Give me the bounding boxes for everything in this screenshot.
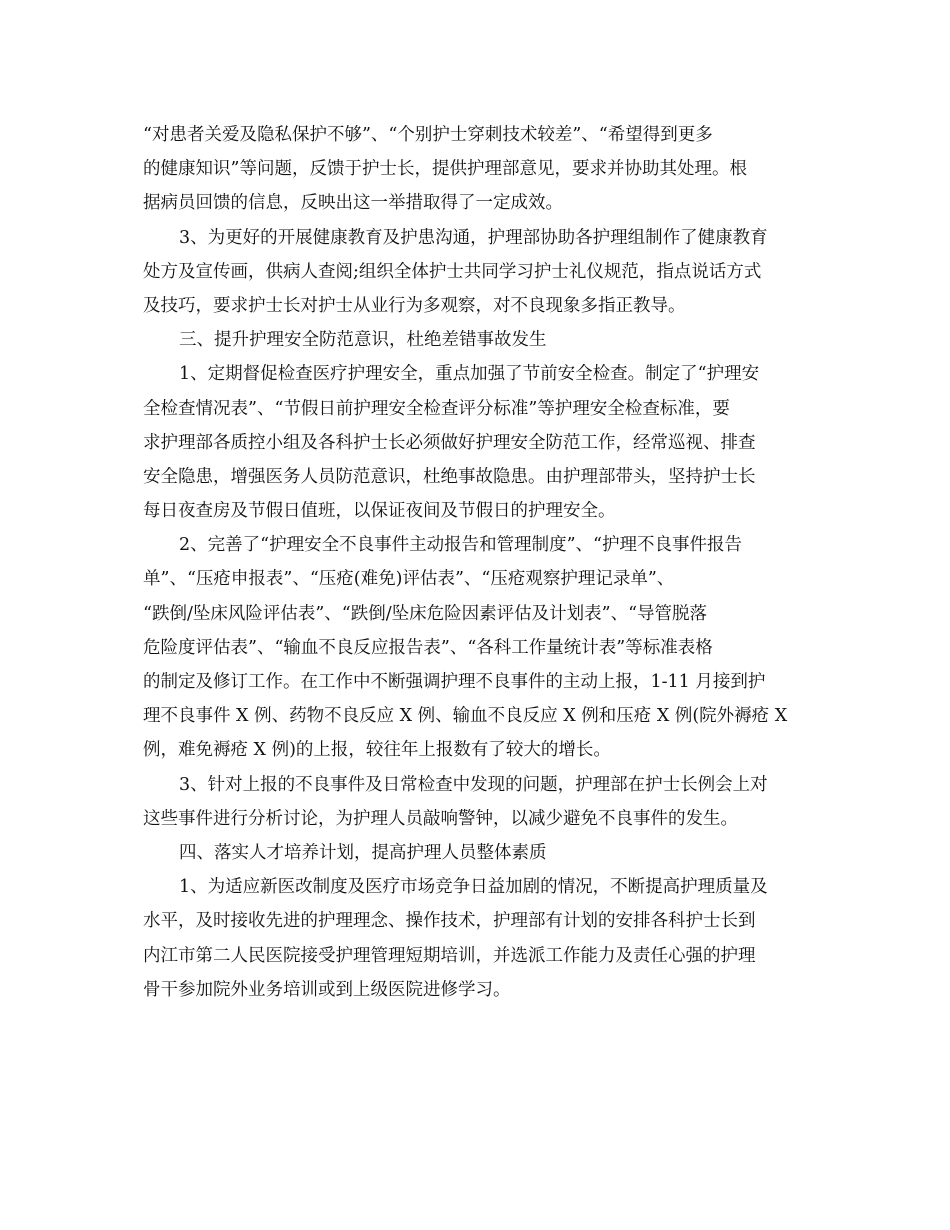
- text-line: 处方及宣传画，供病人查阅;组织全体护士共同学习护士礼仪规范，指点说话方式: [143, 261, 762, 282]
- paragraph-start-line: 1、为适应新医改制度及医疗市场竞争日益加剧的情况，不断提高护理质量及: [179, 877, 768, 898]
- paragraph-start-line: 3、针对上报的不良事件及日常检查中发现的问题，护理部在护士长例会上对: [179, 774, 768, 795]
- section-heading: 三、提升护理安全防范意识，杜绝差错事故发生: [179, 330, 547, 351]
- text-line: 理不良事件 X 例、药物不良反应 X 例、输血不良反应 X 例和压疮 X 例(院外褥疮 X: [143, 706, 788, 727]
- text-line: 危险度评估表”、“输血不良反应报告表”、“各科工作量统计表”等标准表格: [143, 637, 713, 658]
- paragraph-start-line: 1、定期督促检查医疗护理安全，重点加强了节前安全检查。制定了“护理安: [179, 364, 760, 385]
- text-line: 水平，及时接收先进的护理理念、操作技术，护理部有计划的安排各科护士长到: [143, 911, 756, 932]
- text-line: 内江市第二人民医院接受护理管理短期培训，并选派工作能力及责任心强的护理: [143, 945, 756, 966]
- text-line: 安全隐患，增强医务人员防范意识，杜绝事故隐患。由护理部带头，坚持护士长: [143, 466, 756, 487]
- paragraph-start-line: 3、为更好的开展健康教育及护患沟通，护理部协助各护理组制作了健康教育: [179, 227, 768, 248]
- section-heading: 四、落实人才培养计划，提高护理人员整体素质: [179, 842, 547, 863]
- text-line: “跌倒/坠床风险评估表”、“跌倒/坠床危险因素评估及计划表”、“导管脱落: [143, 603, 708, 624]
- text-line: 这些事件进行分析讨论，为护理人员敲响警钟，以减少避免不良事件的发生。: [143, 808, 738, 829]
- text-line: 据病员回馈的信息，反映出这一举措取得了一定成效。: [143, 193, 563, 214]
- text-line: 的制定及修订工作。在工作中不断强调护理不良事件的主动上报，1-11 月接到护: [143, 672, 766, 692]
- text-line: “对患者关爱及隐私保护不够”、“个别护士穿刺技术较差”、“希望得到更多: [143, 125, 713, 145]
- document-body: [143, 118, 813, 1007]
- text-line: 全检查情况表”、“节假日前护理安全检查评分标准”等护理安全检查标准，要: [143, 398, 730, 419]
- text-line: 骨干参加院外业务培训或到上级医院进修学习。: [143, 979, 511, 1000]
- paragraph-start-line: 2、完善了“护理安全不良事件主动报告和管理制度”、“护理不良事件报告: [179, 535, 742, 556]
- text-line: 例，难免褥疮 X 例)的上报，较往年上报数有了较大的增长。: [143, 740, 611, 761]
- text-line: 求护理部各质控小组及各科护士长必须做好护理安全防范工作，经常巡视、排查: [143, 432, 756, 453]
- text-line: 每日夜查房及节假日值班，以保证夜间及节假日的护理安全。: [143, 501, 616, 522]
- text-line: 及技巧，要求护士长对护士从业行为多观察，对不良现象多指正教导。: [143, 295, 686, 316]
- text-line: 单”、“压疮申报表”、“压疮(难免)评估表”、“压疮观察护理记录单”、: [143, 569, 675, 590]
- text-line: 的健康知识”等问题，反馈于护士长，提供护理部意见，要求并协助其处理。根: [143, 159, 747, 180]
